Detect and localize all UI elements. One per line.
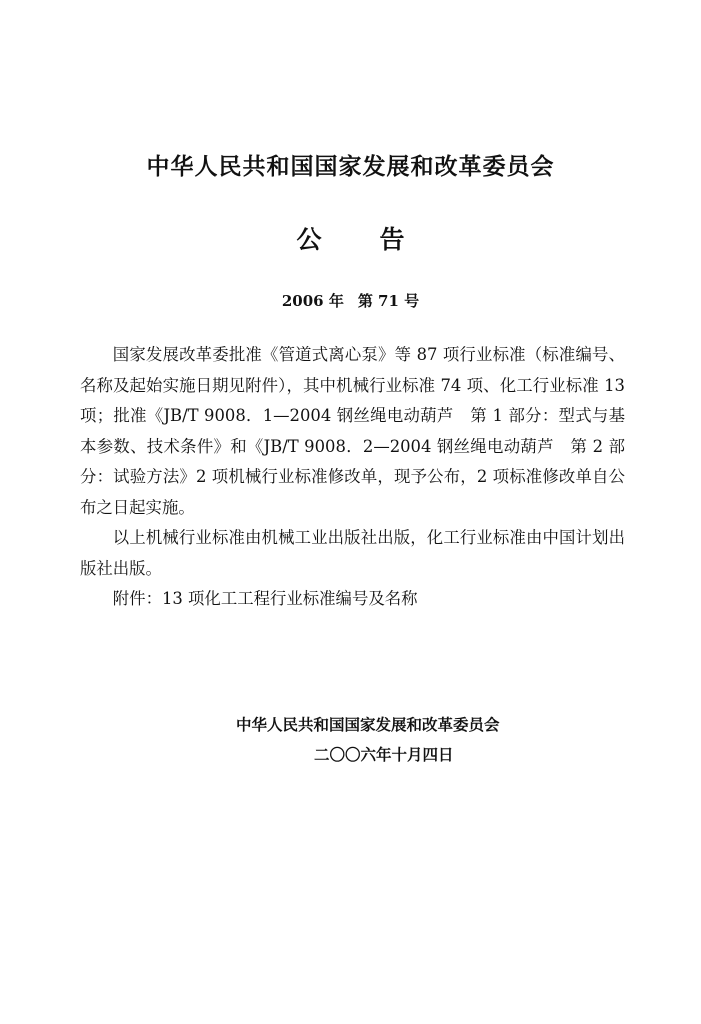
document-number <box>0 290 701 311</box>
document-year: 2006 年 <box>281 292 344 310</box>
document-type-heading <box>0 220 701 256</box>
body-paragraph-approval: 国家发展改革委批准《管道式离心泵》等 87 项行业标准（标准编号、名称及起始实施日期见附件），其中机械行业标准 74 项、化工行业标准 13 项；批准《JB/T 9008．1—2004 钢丝绳电动葫芦 第 1 部分：型式与基本参数、技术条件》和《JB/T 9008．2—2004 钢丝绳电动葫芦 第 2 部分：试验方法》2 项机械行业标准修改单，现予公布，2 项标准修改单自公布之日起实施。 <box>80 345 625 517</box>
body-paragraph-attachment: 附件：13 项化工工程行业标准编号及名称 <box>112 589 418 608</box>
signature-date: 二〇〇六年十月四日 <box>314 746 454 764</box>
signature-org: 中华人民共和国国家发展和改革委员会 <box>236 716 500 734</box>
document-issue-number: 第 71 号 <box>357 292 420 310</box>
issuer-title: 中华人民共和国国家发展和改革委员会 <box>146 154 555 180</box>
document-type-char-2: 告 <box>379 225 405 254</box>
announcement-body <box>80 340 625 615</box>
signature-block <box>236 710 576 770</box>
body-paragraph-publishers: 以上机械行业标准由机械工业出版社出版，化工行业标准由中国计划出版社出版。 <box>80 528 625 578</box>
document-type-char-1: 公 <box>296 225 322 254</box>
